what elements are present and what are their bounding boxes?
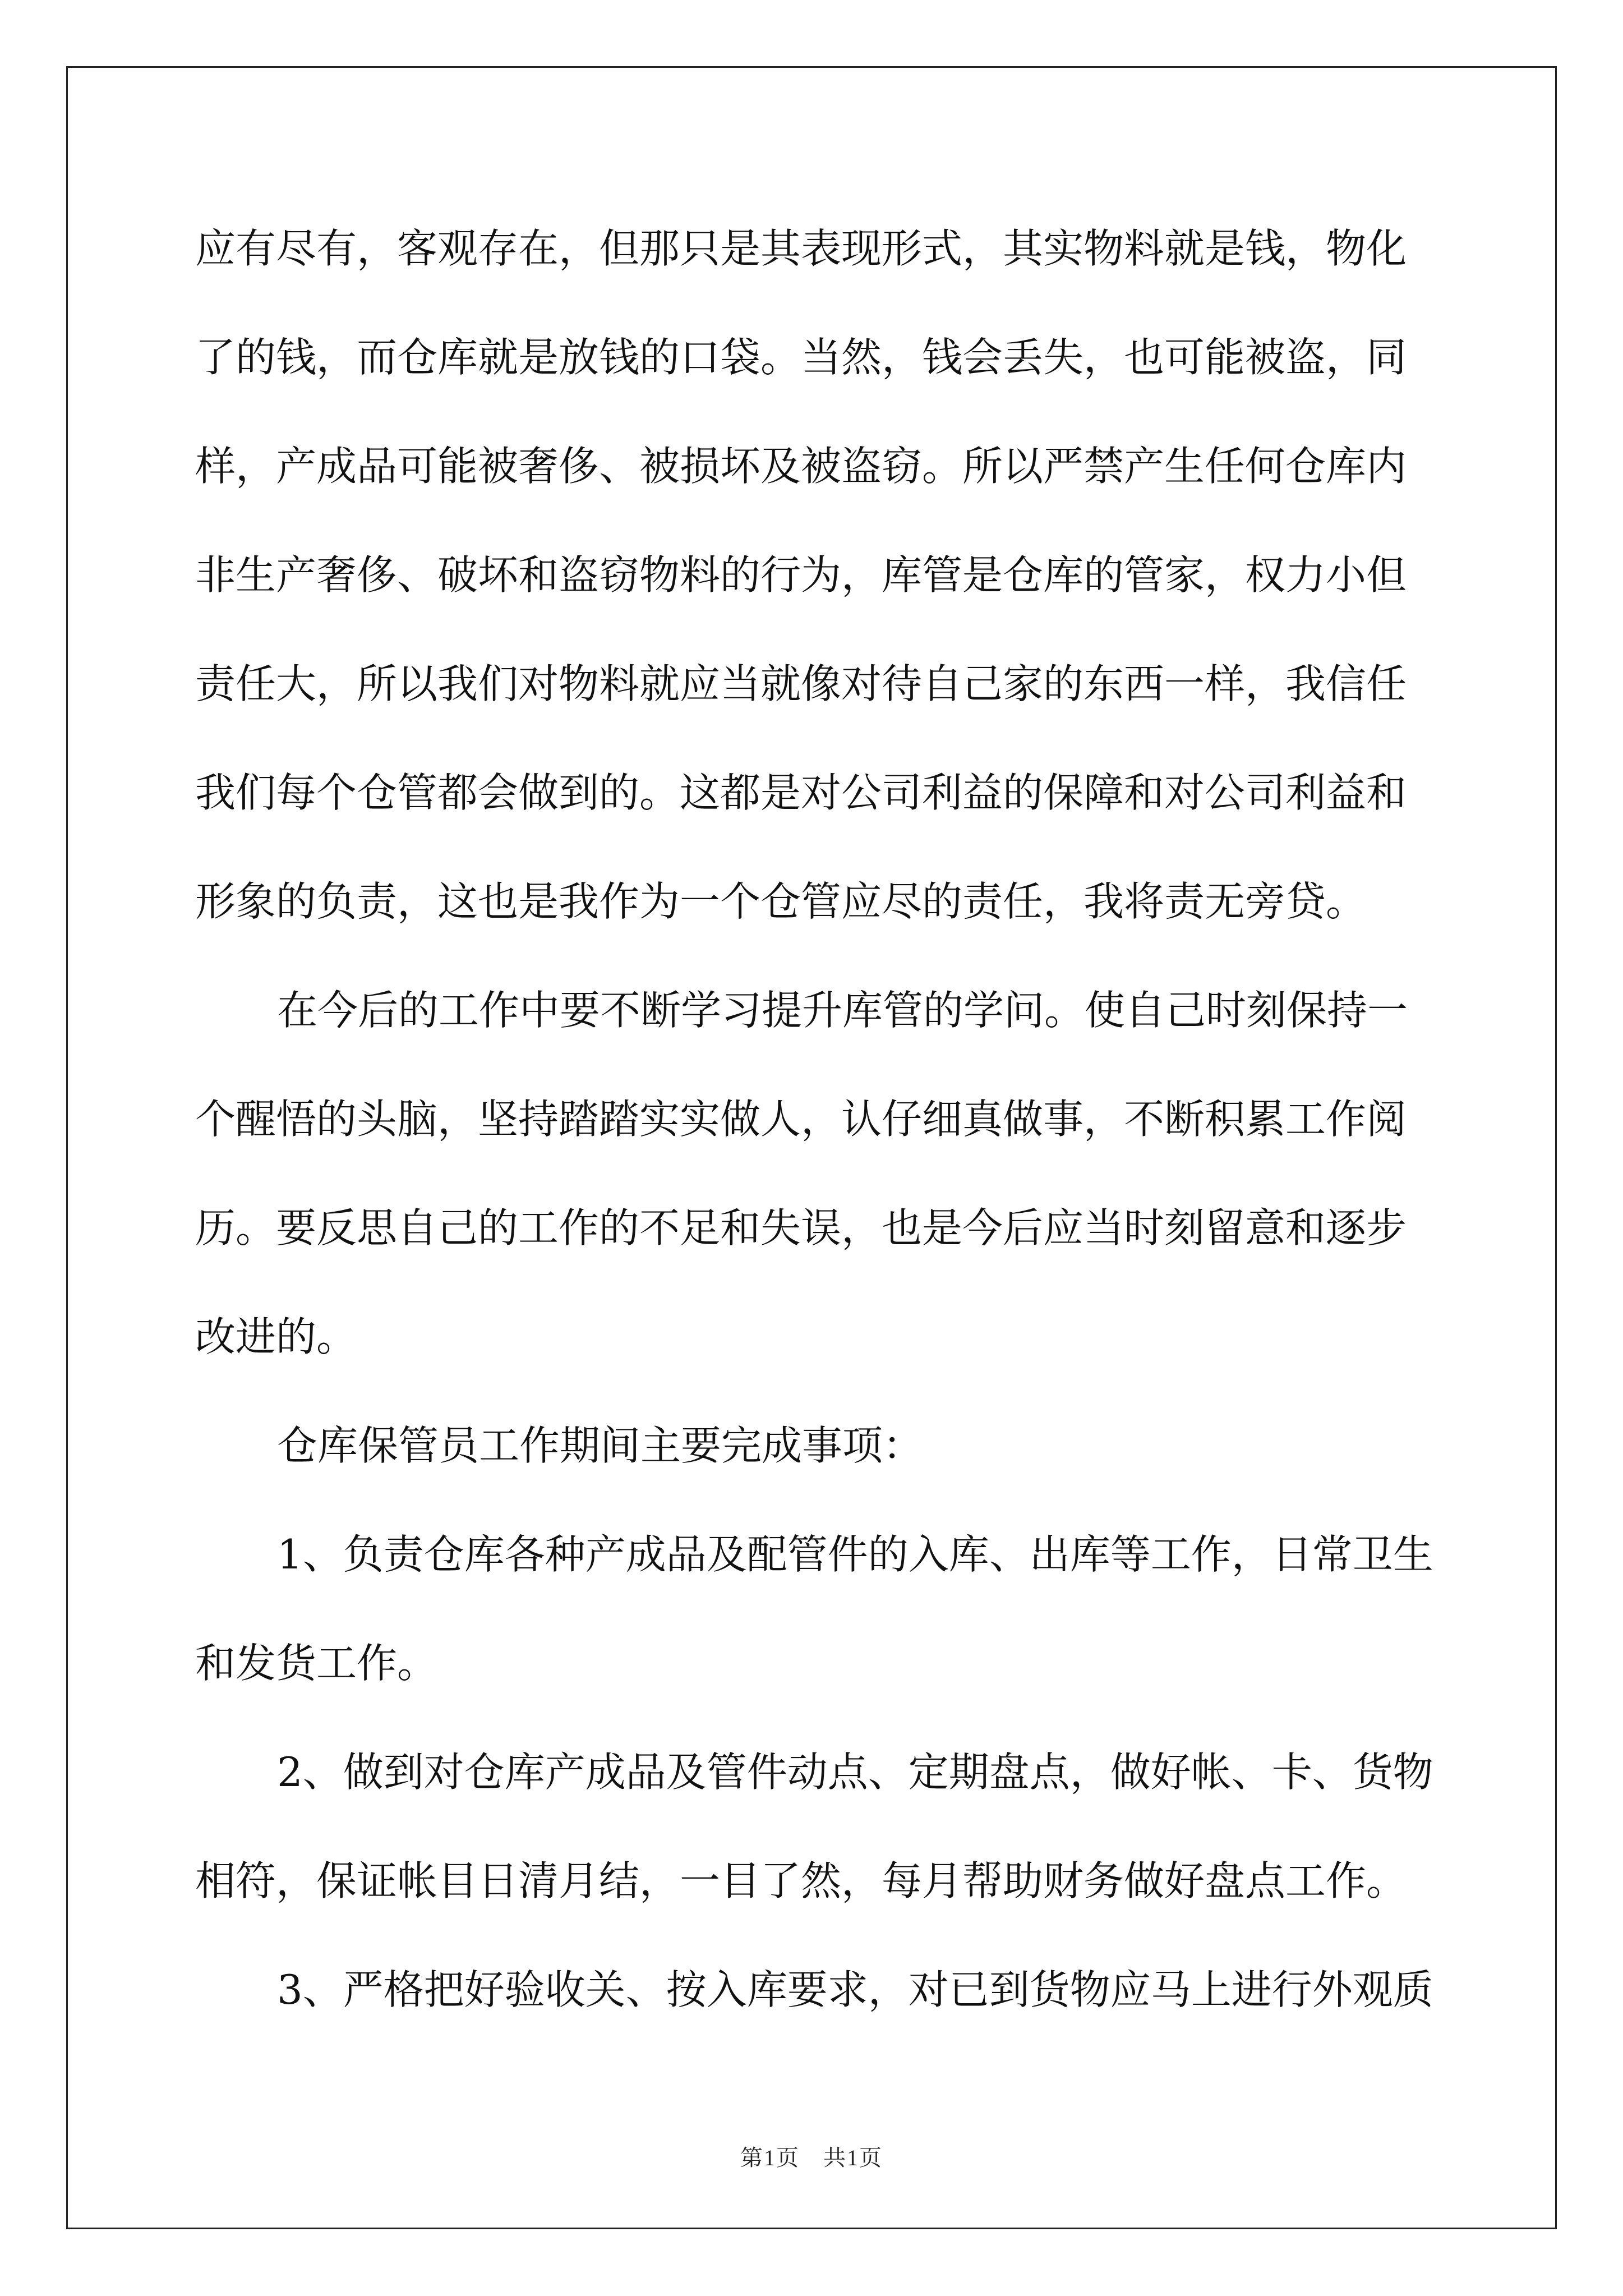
text-line: 个醒悟的头脑，坚持踏踏实实做人，认仔细真做事，不断积累工作阅 <box>195 1096 1407 1143</box>
text-line: 样，产成品可能被奢侈、被损坏及被盗窃。所以严禁产生任何仓库内 <box>195 443 1407 490</box>
text-line: 历。要反思自己的工作的不足和失误，也是今后应当时刻留意和逐步 <box>195 1204 1407 1251</box>
page-footer: 第1页 共1页 <box>740 2145 883 2170</box>
list-item-2: 2、做到对仓库产成品及管件动点、定期盘点，做好帐、卡、货物 <box>277 1749 1433 1796</box>
text-line: 和发货工作。 <box>195 1640 438 1687</box>
section-heading: 仓库保管员工作期间主要完成事项： <box>277 1422 924 1469</box>
text-line: 形象的负责，这也是我作为一个仓管应尽的责任，我将责无旁贷。 <box>195 878 1367 925</box>
list-item-3: 3、严格把好验收关、按入库要求，对已到货物应马上进行外观质 <box>277 1966 1433 2013</box>
text-line: 相符，保证帐目日清月结，一目了然，每月帮助财务做好盘点工作。 <box>195 1857 1407 1904</box>
text-line: 我们每个仓管都会做到的。这都是对公司利益的保障和对公司利益和 <box>195 769 1407 816</box>
text-line: 改进的。 <box>195 1313 357 1360</box>
text-line: 应有尽有，客观存在，但那只是其表现形式，其实物料就是钱，物化 <box>195 225 1407 272</box>
paragraph-first-line: 在今后的工作中要不断学习提升库管的学问。使自己时刻保持一 <box>277 987 1408 1034</box>
list-item-1: 1、负责仓库各种产成品及配管件的入库、出库等工作，日常卫生 <box>277 1531 1433 1578</box>
text-line: 非生产奢侈、破坏和盗窃物料的行为，库管是仓库的管家，权力小但 <box>195 551 1407 599</box>
text-line: 责任大，所以我们对物料就应当就像对待自己家的东西一样，我信任 <box>195 660 1407 707</box>
text-line: 了的钱，而仓库就是放钱的口袋。当然，钱会丢失，也可能被盗，同 <box>195 334 1407 381</box>
